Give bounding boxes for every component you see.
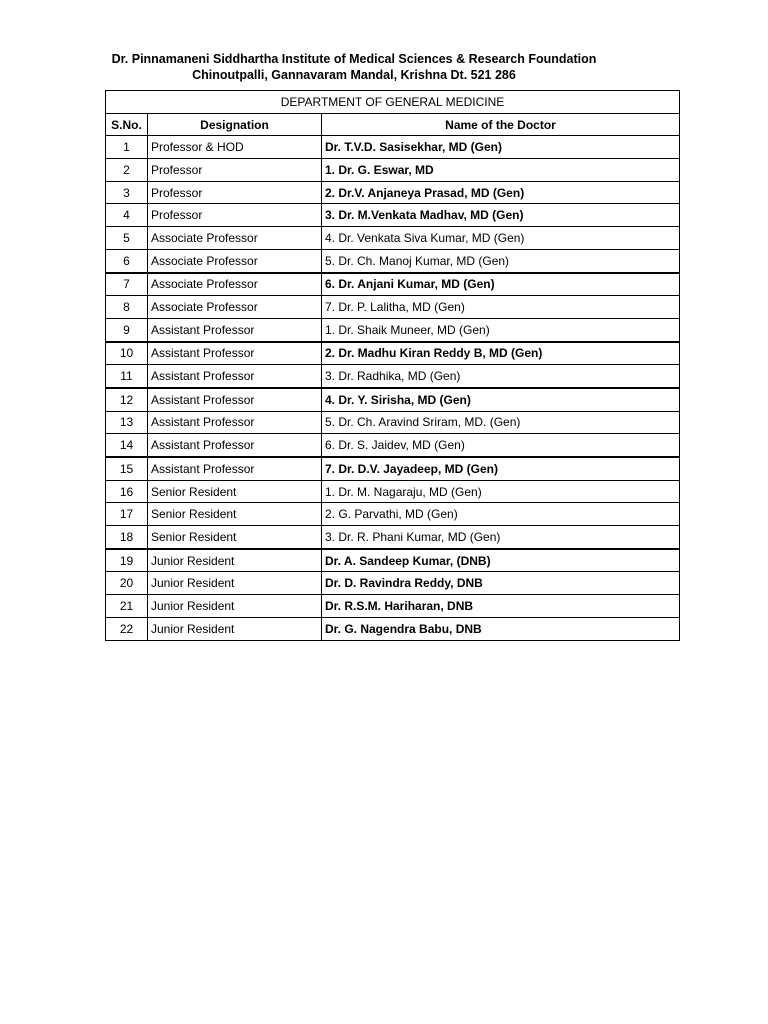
- table-row: [106, 388, 680, 411]
- institute-name: Dr. Pinnamaneni Siddhartha Institute of Medical Sciences & Research Foundation: [111, 52, 597, 66]
- row-designation: Associate Professor: [148, 227, 322, 250]
- table-row: [106, 296, 680, 319]
- institute-header: [0, 51, 708, 83]
- row-sno: 13: [106, 411, 148, 434]
- row-doctor-name: 5. Dr. Ch. Aravind Sriram, MD. (Gen): [322, 411, 680, 434]
- row-doctor-name: 7. Dr. P. Lalitha, MD (Gen): [322, 296, 680, 319]
- row-doctor-name: 4. Dr. Y. Sirisha, MD (Gen): [322, 388, 680, 411]
- row-sno: 20: [106, 572, 148, 595]
- column-header-sno: S.No.: [106, 113, 148, 136]
- row-designation: Professor & HOD: [148, 136, 322, 159]
- table-row: [106, 503, 680, 526]
- column-header-row: [106, 113, 680, 136]
- row-sno: 12: [106, 388, 148, 411]
- row-designation: Assistant Professor: [148, 457, 322, 480]
- row-sno: 15: [106, 457, 148, 480]
- row-doctor-name: 1. Dr. G. Eswar, MD: [322, 159, 680, 182]
- row-sno: 10: [106, 342, 148, 365]
- row-sno: 11: [106, 365, 148, 388]
- row-doctor-name: Dr. A. Sandeep Kumar, (DNB): [322, 549, 680, 572]
- row-sno: 5: [106, 227, 148, 250]
- table-row: [106, 181, 680, 204]
- row-sno: 2: [106, 159, 148, 182]
- row-designation: Associate Professor: [148, 296, 322, 319]
- department-row: [106, 91, 680, 114]
- table-row: [106, 136, 680, 159]
- row-doctor-name: 2. Dr.V. Anjaneya Prasad, MD (Gen): [322, 181, 680, 204]
- row-sno: 19: [106, 549, 148, 572]
- row-doctor-name: Dr. R.S.M. Hariharan, DNB: [322, 595, 680, 618]
- row-designation: Assistant Professor: [148, 365, 322, 388]
- row-sno: 14: [106, 434, 148, 457]
- row-doctor-name: 3. Dr. R. Phani Kumar, MD (Gen): [322, 526, 680, 549]
- column-header-designation: Designation: [148, 113, 322, 136]
- row-sno: 7: [106, 273, 148, 296]
- table-row: [106, 572, 680, 595]
- row-sno: 6: [106, 249, 148, 272]
- table-row: [106, 249, 680, 272]
- row-sno: 9: [106, 318, 148, 341]
- table-row: [106, 457, 680, 480]
- row-designation: Associate Professor: [148, 273, 322, 296]
- row-designation: Associate Professor: [148, 249, 322, 272]
- table-row: [106, 318, 680, 341]
- row-designation: Assistant Professor: [148, 388, 322, 411]
- row-sno: 1: [106, 136, 148, 159]
- column-header-name: Name of the Doctor: [322, 113, 680, 136]
- row-sno: 8: [106, 296, 148, 319]
- row-sno: 17: [106, 503, 148, 526]
- row-doctor-name: 6. Dr. Anjani Kumar, MD (Gen): [322, 273, 680, 296]
- row-designation: Professor: [148, 159, 322, 182]
- row-designation: Assistant Professor: [148, 318, 322, 341]
- row-designation: Assistant Professor: [148, 342, 322, 365]
- row-doctor-name: Dr. D. Ravindra Reddy, DNB: [322, 572, 680, 595]
- row-doctor-name: Dr. G. Nagendra Babu, DNB: [322, 617, 680, 640]
- table-row: [106, 434, 680, 457]
- row-sno: 3: [106, 181, 148, 204]
- row-doctor-name: 3. Dr. M.Venkata Madhav, MD (Gen): [322, 204, 680, 227]
- row-sno: 18: [106, 526, 148, 549]
- table-row: [106, 526, 680, 549]
- department-title: DEPARTMENT OF GENERAL MEDICINE: [106, 91, 680, 114]
- row-designation: Senior Resident: [148, 526, 322, 549]
- table-row: [106, 411, 680, 434]
- table-row: [106, 595, 680, 618]
- table-row: [106, 159, 680, 182]
- table-row: [106, 549, 680, 572]
- row-designation: Junior Resident: [148, 549, 322, 572]
- row-doctor-name: 4. Dr. Venkata Siva Kumar, MD (Gen): [322, 227, 680, 250]
- row-doctor-name: 2. G. Parvathi, MD (Gen): [322, 503, 680, 526]
- row-sno: 16: [106, 480, 148, 503]
- row-sno: 21: [106, 595, 148, 618]
- row-designation: Junior Resident: [148, 617, 322, 640]
- table-row: [106, 342, 680, 365]
- row-designation: Professor: [148, 181, 322, 204]
- row-designation: Senior Resident: [148, 503, 322, 526]
- row-designation: Assistant Professor: [148, 434, 322, 457]
- table-row: [106, 204, 680, 227]
- row-doctor-name: 1. Dr. M. Nagaraju, MD (Gen): [322, 480, 680, 503]
- row-doctor-name: 6. Dr. S. Jaidev, MD (Gen): [322, 434, 680, 457]
- table-row: [106, 617, 680, 640]
- row-doctor-name: 2. Dr. Madhu Kiran Reddy B, MD (Gen): [322, 342, 680, 365]
- row-sno: 4: [106, 204, 148, 227]
- table-row: [106, 365, 680, 388]
- row-designation: Professor: [148, 204, 322, 227]
- row-doctor-name: 7. Dr. D.V. Jayadeep, MD (Gen): [322, 457, 680, 480]
- doctors-table: [105, 90, 680, 641]
- table-row: [106, 273, 680, 296]
- row-doctor-name: 5. Dr. Ch. Manoj Kumar, MD (Gen): [322, 249, 680, 272]
- row-designation: Junior Resident: [148, 595, 322, 618]
- institute-address: Chinoutpalli, Gannavaram Mandal, Krishna Dt. 521 286: [192, 68, 516, 82]
- row-sno: 22: [106, 617, 148, 640]
- row-doctor-name: Dr. T.V.D. Sasisekhar, MD (Gen): [322, 136, 680, 159]
- row-doctor-name: 1. Dr. Shaik Muneer, MD (Gen): [322, 318, 680, 341]
- row-designation: Assistant Professor: [148, 411, 322, 434]
- row-designation: Junior Resident: [148, 572, 322, 595]
- row-doctor-name: 3. Dr. Radhika, MD (Gen): [322, 365, 680, 388]
- table-row: [106, 227, 680, 250]
- table-row: [106, 480, 680, 503]
- row-designation: Senior Resident: [148, 480, 322, 503]
